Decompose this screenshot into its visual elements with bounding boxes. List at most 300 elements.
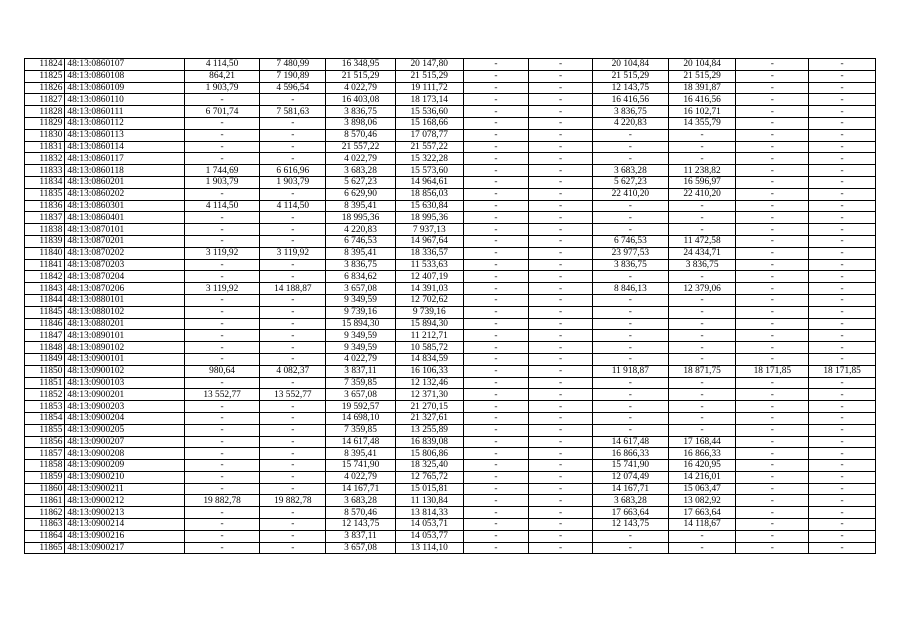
- value-cell: -: [463, 448, 529, 460]
- cadastral-number-cell: 48:13:0870202: [65, 247, 184, 259]
- table-row: [25, 212, 876, 224]
- cadastral-number-cell: 48:13:0860118: [65, 165, 184, 177]
- value-cell: 18 336,57: [395, 247, 463, 259]
- value-cell: 12 371,30: [395, 389, 463, 401]
- cadastral-number-cell: 48:13:0890102: [65, 342, 184, 354]
- value-cell: -: [809, 129, 876, 141]
- value-cell: -: [260, 188, 326, 200]
- value-cell: -: [529, 59, 593, 71]
- value-cell: 864,21: [184, 70, 260, 82]
- value-cell: -: [463, 94, 529, 106]
- row-number-cell: 11835: [25, 188, 65, 200]
- value-cell: -: [529, 283, 593, 295]
- value-cell: -: [184, 401, 260, 413]
- value-cell: 1 903,79: [184, 82, 260, 94]
- table-row: [25, 141, 876, 153]
- value-cell: -: [529, 495, 593, 507]
- value-cell: -: [463, 495, 529, 507]
- value-cell: -: [736, 224, 809, 236]
- value-cell: -: [736, 82, 809, 94]
- value-cell: -: [592, 330, 668, 342]
- value-cell: 13 082,92: [668, 495, 736, 507]
- value-cell: -: [463, 353, 529, 365]
- row-number-cell: 11855: [25, 424, 65, 436]
- row-number-cell: 11834: [25, 176, 65, 188]
- value-cell: 4 220,83: [592, 117, 668, 129]
- row-number-cell: 11858: [25, 460, 65, 472]
- value-cell: -: [592, 318, 668, 330]
- value-cell: -: [736, 448, 809, 460]
- value-cell: 19 592,57: [326, 401, 396, 413]
- value-cell: -: [736, 70, 809, 82]
- value-cell: 18 173,14: [395, 94, 463, 106]
- value-cell: -: [529, 141, 593, 153]
- cadastral-number-cell: 48:13:0860110: [65, 94, 184, 106]
- cadastral-number-cell: 48:13:0900209: [65, 460, 184, 472]
- value-cell: -: [463, 460, 529, 472]
- value-cell: -: [463, 141, 529, 153]
- row-number-cell: 11842: [25, 271, 65, 283]
- cadastral-number-cell: 48:13:0880101: [65, 294, 184, 306]
- value-cell: 18 995,36: [326, 212, 396, 224]
- value-cell: 1 903,79: [184, 176, 260, 188]
- value-cell: 16 866,33: [668, 448, 736, 460]
- value-cell: -: [184, 94, 260, 106]
- row-number-cell: 11859: [25, 471, 65, 483]
- cadastral-number-cell: 48:13:0860107: [65, 59, 184, 71]
- table-row: [25, 235, 876, 247]
- value-cell: -: [809, 389, 876, 401]
- value-cell: -: [463, 200, 529, 212]
- table-row: [25, 106, 876, 118]
- value-cell: -: [668, 271, 736, 283]
- row-number-cell: 11847: [25, 330, 65, 342]
- value-cell: 6 834,62: [326, 271, 396, 283]
- table-row: [25, 448, 876, 460]
- value-cell: -: [463, 365, 529, 377]
- value-cell: 17 663,64: [592, 507, 668, 519]
- value-cell: 7 581,63: [260, 106, 326, 118]
- value-cell: 18 391,87: [668, 82, 736, 94]
- value-cell: -: [736, 200, 809, 212]
- value-cell: -: [184, 353, 260, 365]
- value-cell: 1 903,79: [260, 176, 326, 188]
- value-cell: 14 391,03: [395, 283, 463, 295]
- value-cell: -: [529, 106, 593, 118]
- value-cell: -: [260, 448, 326, 460]
- value-cell: -: [463, 294, 529, 306]
- value-cell: -: [809, 542, 876, 554]
- value-cell: -: [809, 165, 876, 177]
- value-cell: 13 114,10: [395, 542, 463, 554]
- value-cell: -: [592, 377, 668, 389]
- cadastral-number-cell: 48:13:0900210: [65, 471, 184, 483]
- value-cell: -: [260, 141, 326, 153]
- value-cell: -: [809, 141, 876, 153]
- row-number-cell: 11832: [25, 153, 65, 165]
- value-cell: -: [260, 507, 326, 519]
- value-cell: -: [592, 306, 668, 318]
- value-cell: 16 106,33: [395, 365, 463, 377]
- value-cell: -: [184, 377, 260, 389]
- table-row: [25, 188, 876, 200]
- value-cell: -: [592, 424, 668, 436]
- value-cell: 14 967,64: [395, 235, 463, 247]
- value-cell: -: [184, 424, 260, 436]
- value-cell: 3 657,08: [326, 283, 396, 295]
- value-cell: 12 702,62: [395, 294, 463, 306]
- cadastral-number-cell: 48:13:0880201: [65, 318, 184, 330]
- value-cell: -: [529, 542, 593, 554]
- value-cell: -: [668, 424, 736, 436]
- value-cell: -: [809, 259, 876, 271]
- value-cell: -: [668, 401, 736, 413]
- value-cell: -: [809, 318, 876, 330]
- row-number-cell: 11862: [25, 507, 65, 519]
- value-cell: -: [260, 471, 326, 483]
- value-cell: 15 573,60: [395, 165, 463, 177]
- value-cell: -: [668, 141, 736, 153]
- value-cell: -: [260, 212, 326, 224]
- value-cell: 5 627,23: [592, 176, 668, 188]
- value-cell: -: [260, 436, 326, 448]
- cadastral-number-cell: 48:13:0860301: [65, 200, 184, 212]
- cadastral-number-cell: 48:13:0900211: [65, 483, 184, 495]
- value-cell: 4 022,79: [326, 353, 396, 365]
- value-cell: -: [809, 436, 876, 448]
- value-cell: 3 119,92: [260, 247, 326, 259]
- value-cell: 3 836,75: [668, 259, 736, 271]
- value-cell: -: [184, 530, 260, 542]
- value-cell: 14 216,01: [668, 471, 736, 483]
- value-cell: -: [809, 106, 876, 118]
- cadastral-number-cell: 48:13:0880102: [65, 306, 184, 318]
- value-cell: 23 977,53: [592, 247, 668, 259]
- value-cell: -: [736, 495, 809, 507]
- row-number-cell: 11826: [25, 82, 65, 94]
- table-row: [25, 436, 876, 448]
- row-number-cell: 11843: [25, 283, 65, 295]
- value-cell: 20 104,84: [592, 59, 668, 71]
- value-cell: -: [463, 377, 529, 389]
- value-cell: -: [463, 165, 529, 177]
- value-cell: -: [736, 141, 809, 153]
- cadastral-number-cell: 48:13:0900103: [65, 377, 184, 389]
- value-cell: 3 657,08: [326, 389, 396, 401]
- table-row: [25, 353, 876, 365]
- value-cell: 4 022,79: [326, 471, 396, 483]
- cadastral-number-cell: 48:13:0860202: [65, 188, 184, 200]
- value-cell: -: [736, 483, 809, 495]
- table-row: [25, 294, 876, 306]
- value-cell: 22 410,20: [668, 188, 736, 200]
- value-cell: -: [529, 377, 593, 389]
- value-cell: 16 596,97: [668, 176, 736, 188]
- value-cell: 11 130,84: [395, 495, 463, 507]
- value-cell: -: [463, 224, 529, 236]
- value-cell: -: [463, 188, 529, 200]
- value-cell: -: [184, 117, 260, 129]
- table-row: [25, 259, 876, 271]
- value-cell: 16 866,33: [592, 448, 668, 460]
- value-cell: -: [529, 353, 593, 365]
- value-cell: -: [668, 306, 736, 318]
- value-cell: 14 053,77: [395, 530, 463, 542]
- value-cell: 19 111,72: [395, 82, 463, 94]
- value-cell: -: [736, 471, 809, 483]
- value-cell: -: [592, 401, 668, 413]
- value-cell: 4 114,50: [260, 200, 326, 212]
- value-cell: -: [463, 519, 529, 531]
- value-cell: -: [463, 436, 529, 448]
- row-number-cell: 11824: [25, 59, 65, 71]
- value-cell: -: [260, 530, 326, 542]
- value-cell: 8 395,41: [326, 247, 396, 259]
- value-cell: -: [809, 212, 876, 224]
- value-cell: -: [809, 200, 876, 212]
- value-cell: -: [592, 153, 668, 165]
- value-cell: -: [736, 59, 809, 71]
- value-cell: -: [668, 330, 736, 342]
- value-cell: -: [592, 353, 668, 365]
- value-cell: 5 627,23: [326, 176, 396, 188]
- table-row: [25, 176, 876, 188]
- value-cell: -: [592, 224, 668, 236]
- value-cell: 980,64: [184, 365, 260, 377]
- value-cell: 3 683,28: [326, 165, 396, 177]
- value-cell: 3 898,06: [326, 117, 396, 129]
- value-cell: -: [260, 129, 326, 141]
- row-number-cell: 11833: [25, 165, 65, 177]
- value-cell: 8 570,46: [326, 507, 396, 519]
- value-cell: 12 407,19: [395, 271, 463, 283]
- value-cell: -: [260, 424, 326, 436]
- value-cell: -: [668, 200, 736, 212]
- value-cell: -: [736, 389, 809, 401]
- value-cell: -: [184, 436, 260, 448]
- row-number-cell: 11829: [25, 117, 65, 129]
- value-cell: -: [184, 412, 260, 424]
- value-cell: -: [184, 471, 260, 483]
- value-cell: 16 348,95: [326, 59, 396, 71]
- value-cell: -: [809, 507, 876, 519]
- value-cell: 13 552,77: [184, 389, 260, 401]
- value-cell: -: [809, 401, 876, 413]
- value-cell: -: [809, 94, 876, 106]
- value-cell: 4 022,79: [326, 153, 396, 165]
- table-row: [25, 70, 876, 82]
- value-cell: 16 839,08: [395, 436, 463, 448]
- value-cell: -: [668, 389, 736, 401]
- value-cell: -: [668, 353, 736, 365]
- value-cell: 15 741,90: [592, 460, 668, 472]
- table-row: [25, 200, 876, 212]
- value-cell: 15 322,28: [395, 153, 463, 165]
- value-cell: -: [809, 495, 876, 507]
- value-cell: -: [529, 247, 593, 259]
- value-cell: -: [529, 330, 593, 342]
- value-cell: -: [592, 342, 668, 354]
- value-cell: -: [463, 283, 529, 295]
- value-cell: 9 739,16: [395, 306, 463, 318]
- cadastral-number-cell: 48:13:0900203: [65, 401, 184, 413]
- value-cell: -: [809, 306, 876, 318]
- value-cell: 14 167,71: [592, 483, 668, 495]
- value-cell: 9 349,59: [326, 342, 396, 354]
- value-cell: 14 053,71: [395, 519, 463, 531]
- value-cell: -: [260, 330, 326, 342]
- value-cell: 15 894,30: [395, 318, 463, 330]
- row-number-cell: 11831: [25, 141, 65, 153]
- value-cell: 8 570,46: [326, 129, 396, 141]
- row-number-cell: 11840: [25, 247, 65, 259]
- value-cell: -: [529, 365, 593, 377]
- value-cell: -: [529, 224, 593, 236]
- cadastral-number-cell: 48:13:0870204: [65, 271, 184, 283]
- cadastral-number-cell: 48:13:0900213: [65, 507, 184, 519]
- table-row: [25, 117, 876, 129]
- row-number-cell: 11854: [25, 412, 65, 424]
- cadastral-number-cell: 48:13:0900102: [65, 365, 184, 377]
- value-cell: -: [184, 271, 260, 283]
- value-cell: 15 536,60: [395, 106, 463, 118]
- value-cell: -: [668, 153, 736, 165]
- value-cell: -: [260, 353, 326, 365]
- value-cell: -: [809, 294, 876, 306]
- table-row: [25, 59, 876, 71]
- row-number-cell: 11864: [25, 530, 65, 542]
- value-cell: -: [736, 507, 809, 519]
- value-cell: -: [260, 94, 326, 106]
- cadastral-number-cell: 48:13:0900216: [65, 530, 184, 542]
- value-cell: 7 937,13: [395, 224, 463, 236]
- value-cell: -: [260, 224, 326, 236]
- value-cell: -: [184, 460, 260, 472]
- value-cell: -: [529, 70, 593, 82]
- value-cell: -: [736, 106, 809, 118]
- value-cell: -: [592, 200, 668, 212]
- value-cell: 18 995,36: [395, 212, 463, 224]
- value-cell: 22 410,20: [592, 188, 668, 200]
- row-number-cell: 11849: [25, 353, 65, 365]
- cadastral-number-cell: 48:13:0870201: [65, 235, 184, 247]
- cadastral-number-cell: 48:13:0890101: [65, 330, 184, 342]
- value-cell: -: [463, 424, 529, 436]
- value-cell: 15 168,66: [395, 117, 463, 129]
- value-cell: -: [463, 259, 529, 271]
- table-row: [25, 318, 876, 330]
- value-cell: -: [809, 271, 876, 283]
- row-number-cell: 11857: [25, 448, 65, 460]
- value-cell: -: [463, 412, 529, 424]
- value-cell: -: [184, 519, 260, 531]
- value-cell: -: [592, 412, 668, 424]
- value-cell: 4 114,50: [184, 200, 260, 212]
- value-cell: -: [260, 483, 326, 495]
- row-number-cell: 11841: [25, 259, 65, 271]
- value-cell: -: [184, 141, 260, 153]
- value-cell: -: [592, 212, 668, 224]
- table-row: [25, 153, 876, 165]
- cadastral-number-cell: 48:13:0870101: [65, 224, 184, 236]
- value-cell: -: [736, 306, 809, 318]
- value-cell: -: [592, 530, 668, 542]
- value-cell: -: [809, 70, 876, 82]
- value-cell: -: [260, 519, 326, 531]
- value-cell: -: [529, 153, 593, 165]
- value-cell: 14 188,87: [260, 283, 326, 295]
- value-cell: 21 515,29: [592, 70, 668, 82]
- value-cell: -: [809, 483, 876, 495]
- value-cell: -: [809, 176, 876, 188]
- table-row: [25, 224, 876, 236]
- row-number-cell: 11865: [25, 542, 65, 554]
- cadastral-number-cell: 48:13:0900101: [65, 353, 184, 365]
- table-row: [25, 483, 876, 495]
- table-row: [25, 507, 876, 519]
- value-cell: 11 533,63: [395, 259, 463, 271]
- value-cell: -: [529, 401, 593, 413]
- value-cell: -: [736, 259, 809, 271]
- value-cell: 6 746,53: [326, 235, 396, 247]
- value-cell: -: [736, 353, 809, 365]
- value-cell: 8 846,13: [592, 283, 668, 295]
- value-cell: -: [260, 294, 326, 306]
- cadastral-number-cell: 48:13:0900214: [65, 519, 184, 531]
- value-cell: -: [260, 117, 326, 129]
- value-cell: -: [529, 424, 593, 436]
- value-cell: -: [529, 259, 593, 271]
- value-cell: 3 657,08: [326, 542, 396, 554]
- value-cell: 11 472,58: [668, 235, 736, 247]
- value-cell: -: [668, 530, 736, 542]
- value-cell: -: [184, 294, 260, 306]
- table-row: [25, 165, 876, 177]
- value-cell: -: [529, 212, 593, 224]
- row-number-cell: 11863: [25, 519, 65, 531]
- value-cell: -: [809, 235, 876, 247]
- table-row: [25, 424, 876, 436]
- cadastral-number-cell: 48:13:0860117: [65, 153, 184, 165]
- value-cell: -: [529, 271, 593, 283]
- value-cell: -: [260, 542, 326, 554]
- cadastral-number-cell: 48:13:0870206: [65, 283, 184, 295]
- value-cell: 13 552,77: [260, 389, 326, 401]
- value-cell: -: [736, 412, 809, 424]
- value-cell: 12 765,72: [395, 471, 463, 483]
- value-cell: -: [529, 318, 593, 330]
- row-number-cell: 11827: [25, 94, 65, 106]
- value-cell: -: [809, 224, 876, 236]
- value-cell: 18 856,03: [395, 188, 463, 200]
- value-cell: -: [184, 448, 260, 460]
- value-cell: -: [463, 530, 529, 542]
- value-cell: 7 359,85: [326, 424, 396, 436]
- value-cell: -: [736, 153, 809, 165]
- value-cell: -: [809, 342, 876, 354]
- value-cell: 21 557,22: [326, 141, 396, 153]
- value-cell: -: [809, 153, 876, 165]
- value-cell: 4 596,54: [260, 82, 326, 94]
- table-body: [25, 59, 876, 554]
- value-cell: 3 836,75: [326, 259, 396, 271]
- table-row: [25, 82, 876, 94]
- cadastral-number-cell: 48:13:0870203: [65, 259, 184, 271]
- cadastral-number-cell: 48:13:0860112: [65, 117, 184, 129]
- table-row: [25, 401, 876, 413]
- cadastral-number-cell: 48:13:0900207: [65, 436, 184, 448]
- value-cell: 13 814,33: [395, 507, 463, 519]
